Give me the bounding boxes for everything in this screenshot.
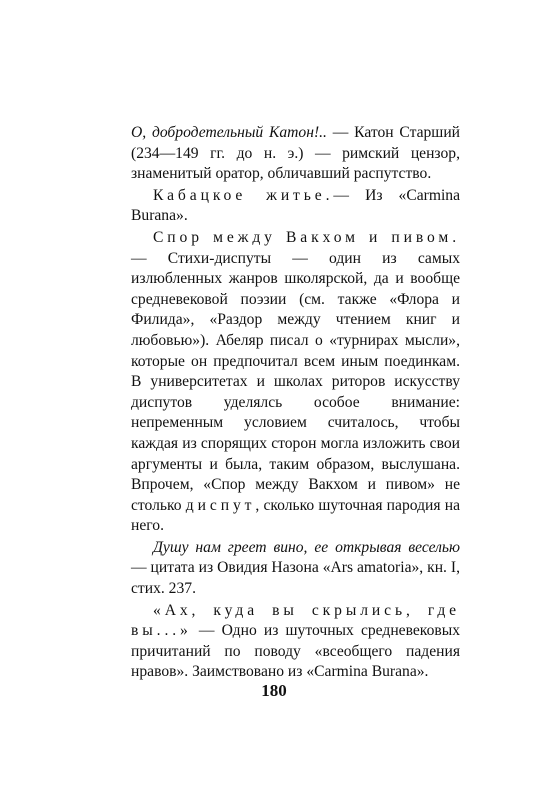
note-separator: — bbox=[333, 186, 366, 204]
note-text: Стихи-диспуты — один из самых излюбленных жанров школярской, да и вообще средневековой поэзии (см. также «Флора и Филида», «Раздор между чтением книг и любовью»). Абеляр писал о «турнирах мысли», которые он предпочитал всем иным поединкам. В университетах и школах риторов искусству диспутов уделялсь особое внимание: непременным условием считалось, чтобы каждая из спорящих сторон могла изложить свои аргументы и была, таким образом, выслушана. Впрочем, «Спор между Вакхом и пивом» не столько bbox=[131, 249, 460, 514]
note-separator: — bbox=[131, 559, 151, 577]
note-text: цитата из Овидия Назона «Ars amatoria», кн. I, стих. 237. bbox=[131, 559, 460, 598]
note-term: Кабацкое житье. bbox=[153, 186, 334, 204]
note-term: Душу нам греет вино, ее открывая веселью bbox=[153, 538, 460, 556]
note-text: Из «Carmina Burana». bbox=[131, 186, 461, 225]
note-text: Катон Старший (234—149 гг. до н. э.) — римский цензор, знаменитый оратор, обличавший распутство. bbox=[131, 124, 461, 183]
note-text-end: , сколько шуточная пародия на него. bbox=[131, 496, 461, 535]
note-separator: — bbox=[131, 249, 168, 267]
note-term: Спор между Вакхом и пивом. bbox=[153, 228, 460, 246]
note-lament bbox=[131, 601, 460, 683]
note-bacchus-beer bbox=[131, 228, 460, 537]
note-separator: — bbox=[326, 124, 355, 141]
note-term: О, добродетельный Катон!.. bbox=[131, 124, 327, 141]
commentary-notes bbox=[131, 123, 460, 683]
note-cato bbox=[131, 123, 460, 185]
note-separator: — bbox=[191, 622, 222, 640]
note-term: «Ах, куда вы скрылись, где вы...» bbox=[131, 601, 460, 640]
note-spaced-word: диспут bbox=[185, 496, 256, 514]
note-text: Одно из шуточных средневековых причитаний по поводу «всеобщего падения нравов». Заимствовано из «Carmina Burana». bbox=[131, 622, 461, 681]
note-tavern-life bbox=[131, 186, 460, 227]
note-ovid-quote bbox=[131, 538, 460, 600]
page-number: 180 bbox=[261, 681, 287, 700]
